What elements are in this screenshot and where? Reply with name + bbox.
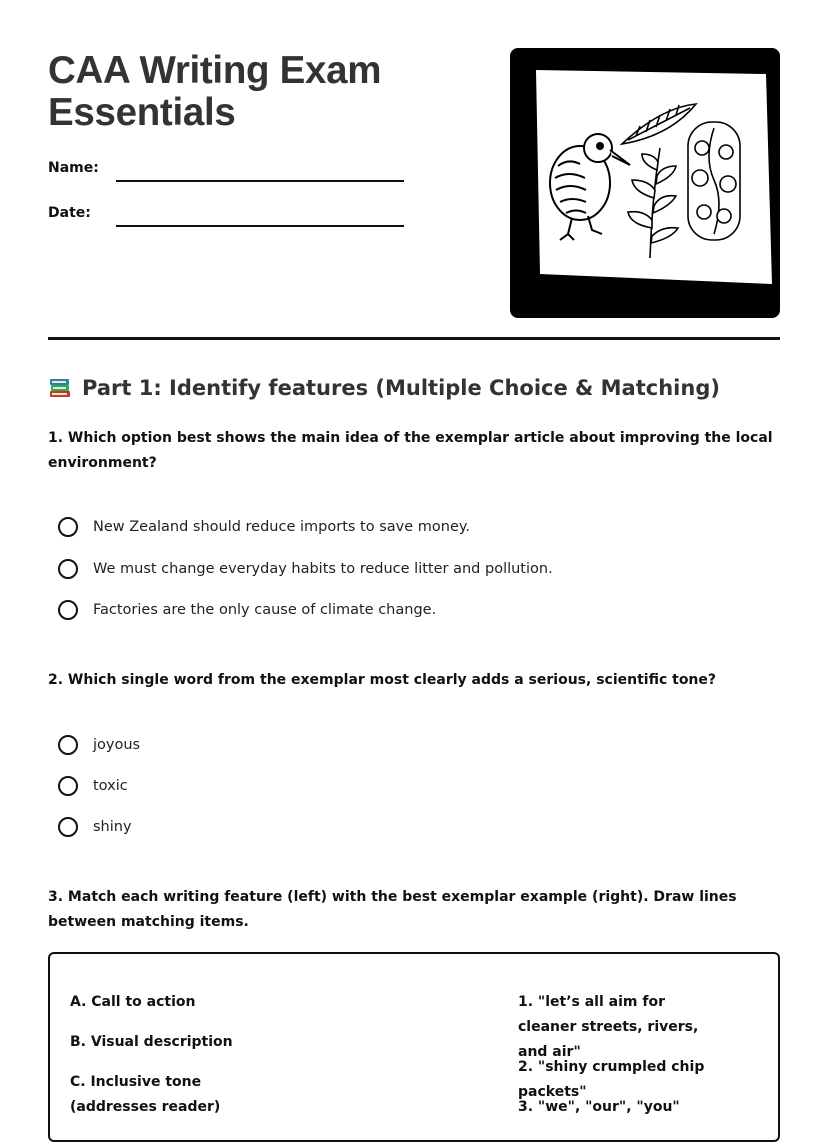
worksheet-title [48,50,381,134]
q1-option-1-label: New Zealand should reduce imports to save money. [93,519,470,535]
date-input-line[interactable] [116,225,404,227]
q1-option-3-radio[interactable] [58,600,78,620]
q2-option-1-radio[interactable] [58,735,78,755]
question-1-text: 1. Which option best shows the main idea of the exemplar article about improving the local environment? [48,430,773,471]
match-right-1[interactable]: 1. "let’s all aim for cleaner streets, rivers, and air" [518,994,699,1060]
match-left-c[interactable]: C. Inclusive tone (addresses reader) [70,1074,221,1115]
date-label: Date: [48,205,91,221]
match-left-b[interactable]: B. Visual description [70,1034,233,1050]
q1-option-1-radio[interactable] [58,517,78,537]
title-line-1: CAA Writing Exam [48,49,382,92]
matching-box [48,952,780,1142]
q1-option-2-radio[interactable] [58,559,78,579]
question-2-text: 2. Which single word from the exemplar most clearly adds a serious, scientific tone? [48,672,717,688]
q1-option-2[interactable] [58,557,553,581]
match-right-2[interactable]: 2. "shiny crumpled chip packets" [518,1059,705,1100]
q2-option-2[interactable] [58,774,128,798]
name-input-line[interactable] [116,180,404,182]
q2-option-1[interactable] [58,733,140,757]
header-divider [48,337,780,340]
koru-pattern-icon [688,122,740,240]
question-3-text: 3. Match each writing feature (left) with the best exemplar example (right). Draw lines between matching items. [48,889,737,930]
part1-heading [48,373,720,403]
q1-option-3-label: Factories are the only cause of climate change. [93,602,437,618]
q2-option-2-label: toxic [93,778,128,794]
match-right-3[interactable]: 3. "we", "our", "you" [518,1099,680,1115]
q2-option-1-label: joyous [93,737,141,753]
title-line-2: Essentials [48,91,236,134]
q1-option-2-label: We must change everyday habits to reduce litter and pollution. [93,561,553,577]
q2-option-3-radio[interactable] [58,817,78,837]
part1-heading-text: Part 1: Identify features (Multiple Choice & Matching) [82,376,720,400]
q2-option-3[interactable] [58,815,132,839]
q2-option-3-label: shiny [93,819,132,835]
q1-option-1[interactable] [58,515,470,539]
books-icon [48,375,72,399]
q2-option-2-radio[interactable] [58,776,78,796]
name-label: Name: [48,160,99,176]
q1-option-3[interactable] [58,598,436,622]
header-illustration [510,48,780,318]
match-left-a[interactable]: A. Call to action [70,994,196,1010]
